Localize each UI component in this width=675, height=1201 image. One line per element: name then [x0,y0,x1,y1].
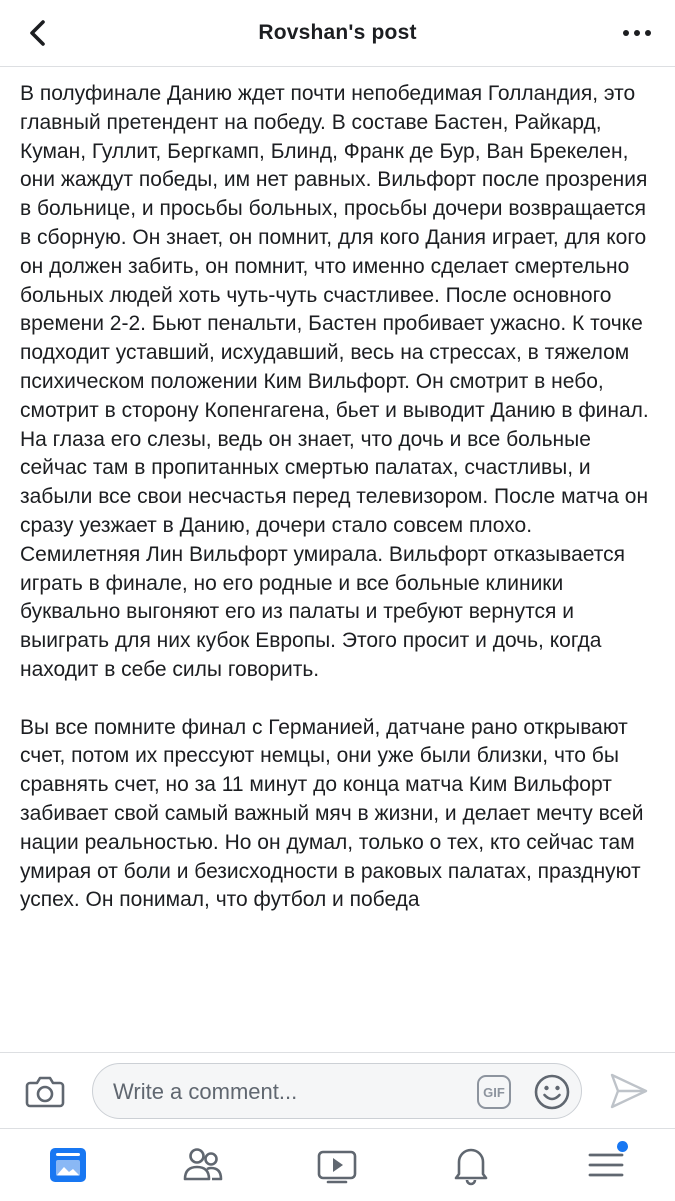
chevron-left-icon [27,19,49,47]
more-horizontal-icon [622,29,652,37]
bottom-tab-bar [0,1128,675,1201]
notifications-bell-icon [451,1144,491,1186]
tab-notifications[interactable] [441,1139,501,1191]
emoji-button[interactable] [533,1073,571,1111]
tab-menu[interactable] [576,1139,636,1191]
more-options-button[interactable] [619,17,655,49]
back-button[interactable] [22,17,54,49]
send-button[interactable] [608,1071,650,1111]
gif-button[interactable] [477,1075,511,1109]
watch-icon [316,1145,358,1185]
top-bar [0,0,675,67]
page-title: Rovshan's post [258,21,417,44]
menu-notification-badge [617,1141,628,1152]
post-paragraph: Вы все помните финал с Германией, датчане рано открывают счет, потом их прессуют немцы, они уже были близки, что бы сравнять счет, но за 11 минут до конца матча Ким Вильфорт забивает свой самый важный мяч в жизни, и делает мечту всей нации реальностью. Но он думал, только о тех, кто сейчас там умирая от боли и безисходности в раковых палатах, празднуют успех. Он понимал, что футбол и победа [20,715,644,912]
friends-icon [181,1145,225,1185]
send-icon [608,1071,650,1111]
post-text [0,66,675,915]
post-paragraph: В полуфинале Данию ждет почти непобедимая Голландия, это главный претендент на победу. В составе Бастен, Райкард, Куман, Гуллит, Бергкамп, Блинд, Франк де Бур, Ван Брекелен, они жаждут победы, им нет равных. Вильфорт после прозрения в больнице, и просьбы больных, просьбы дочери возвращается в сборную. Он знает, он помнит, для кого Дания играет, для кого он должен забить, он помнит, что именно сделает смертельно больных людей хоть чуть-чуть счастливее. После основного времени 2-2. Бьют пенальти, Бастен пробивает ужасно. К точке подходит уставший, исхудавший, весь на стрессах, в тяжелом психическом положении Ким Вильфорт. Он смотрит в небо, смотрит в сторону Копенгагена, бьет и выводит Данию в финал. На глаза его слезы, ведь он знает, что дочь и все больные сейчас там в пропитанных смертью палатах, счастливы, и забыли все свои несчастья перед телевизором. После матча он сразу уезжает в Данию, дочери стало совсем плохо. Семилетняя Лин Вильфорт умирала. Вильфорт отказывается играть в финале, но его родные и все больные клиники буквально выгоняют его из палаты и требуют вернутся и выиграть для них кубок Европы. Этого просит и дочь, когда находит в себе силы говорить. [20,82,649,681]
comment-composer [0,1052,675,1129]
comment-placeholder: Write a comment... [113,1079,298,1104]
camera-button[interactable] [24,1071,66,1111]
camera-icon [24,1071,66,1111]
tab-friends[interactable] [173,1139,233,1191]
menu-icon [587,1148,625,1182]
post-content [0,66,675,1052]
tab-news-feed[interactable] [38,1139,98,1191]
news-feed-icon [48,1145,88,1185]
gif-label: GIF [483,1084,505,1100]
smiley-icon [533,1073,571,1111]
comment-input[interactable] [92,1063,582,1119]
tab-watch[interactable] [307,1139,367,1191]
